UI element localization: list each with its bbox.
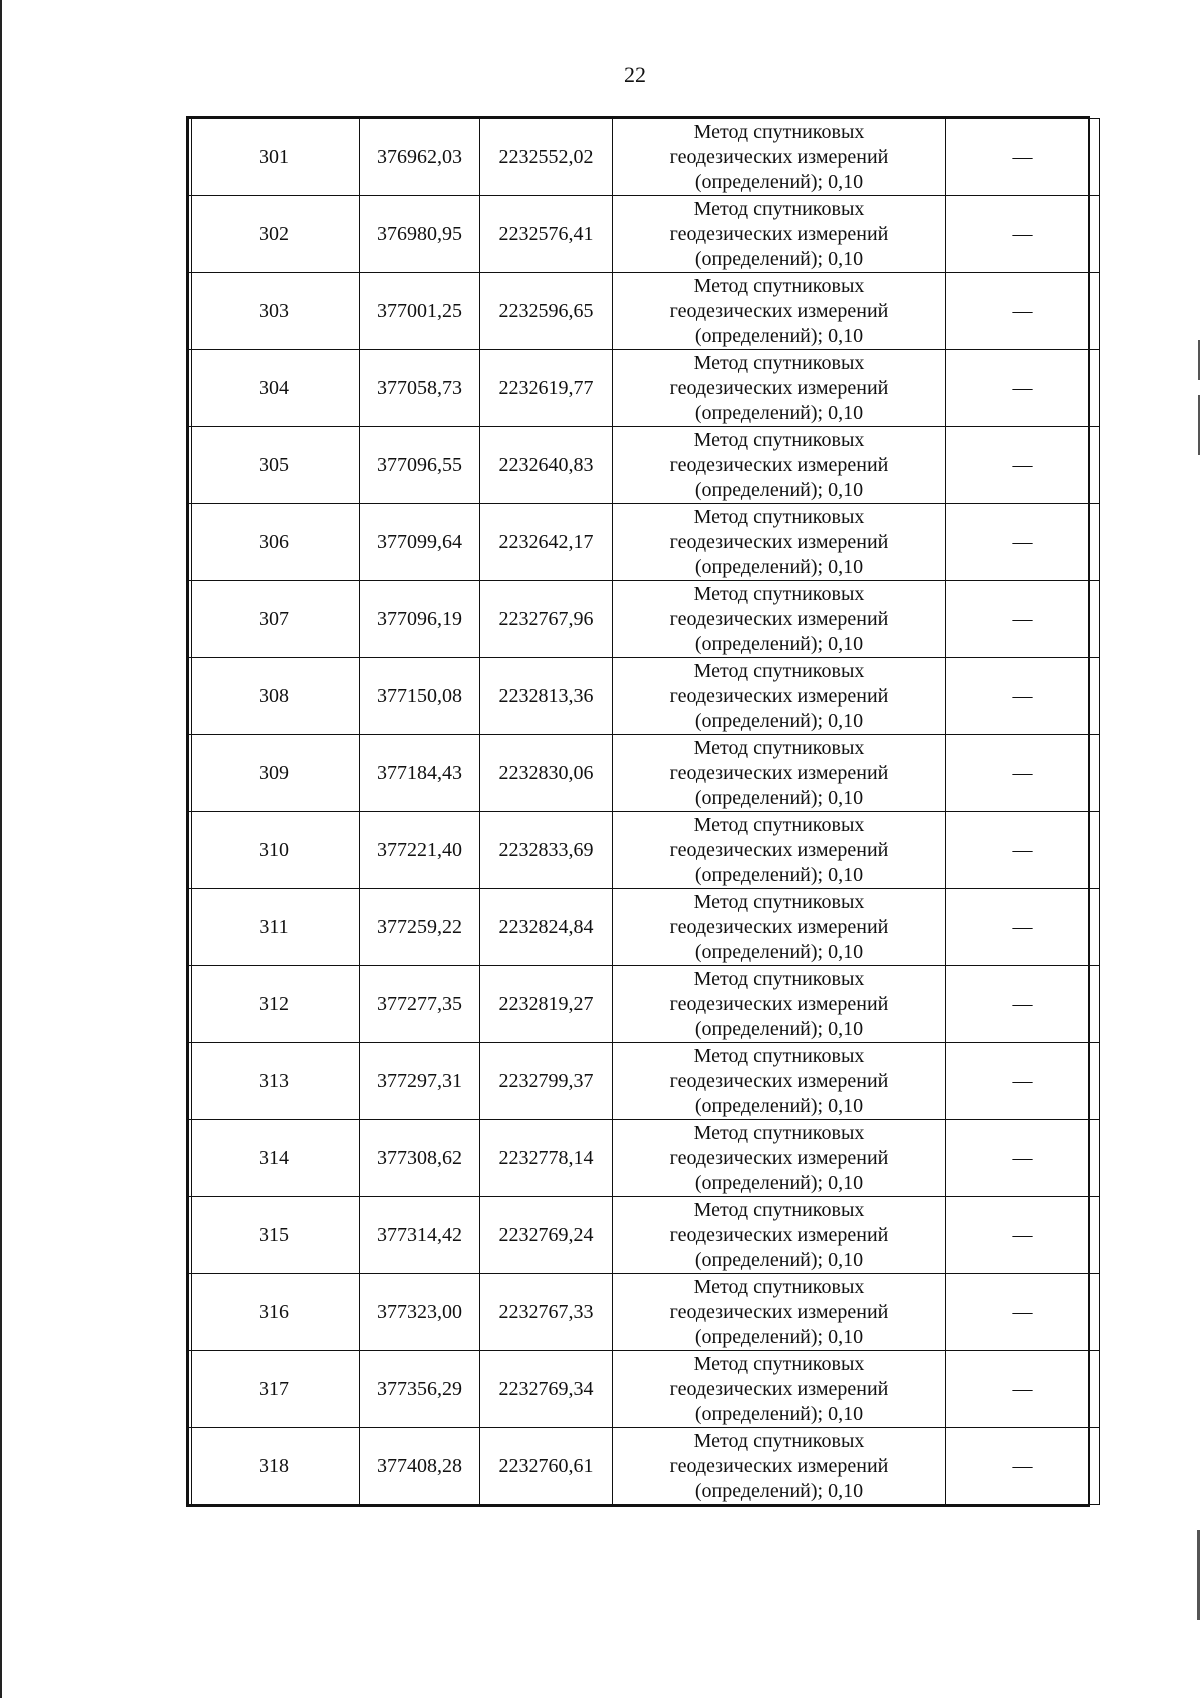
coordinate-x-cell: 377408,28 bbox=[360, 1428, 480, 1505]
method-text-line: Метод спутниковых bbox=[693, 736, 865, 759]
note-dash-cell: — bbox=[946, 966, 1100, 1043]
coordinate-x-cell: 376962,03 bbox=[360, 119, 480, 196]
coordinate-y-cell: 2232552,02 bbox=[480, 119, 613, 196]
coordinate-x-cell: 377058,73 bbox=[360, 350, 480, 427]
point-number-cell: 301 bbox=[189, 119, 360, 196]
method-text-line: Метод спутниковых bbox=[693, 197, 865, 220]
table-row bbox=[189, 1274, 1100, 1351]
coordinate-x-cell: 377096,19 bbox=[360, 581, 480, 658]
coordinate-x-cell: 376980,95 bbox=[360, 196, 480, 273]
point-number-cell: 316 bbox=[189, 1274, 360, 1351]
method-text-line: (определений); 0,10 bbox=[694, 555, 864, 578]
point-number-cell: 315 bbox=[189, 1197, 360, 1274]
method-text-line: Метод спутниковых bbox=[693, 1121, 865, 1144]
method-text-line: геодезических измерений bbox=[669, 838, 889, 861]
table-row bbox=[189, 581, 1100, 658]
method-text-line: (определений); 0,10 bbox=[694, 247, 864, 270]
point-number-cell: 308 bbox=[189, 658, 360, 735]
coordinate-y-cell: 2232819,27 bbox=[480, 966, 613, 1043]
page-number: 22 bbox=[624, 62, 646, 87]
coordinate-y-cell: 2232576,41 bbox=[480, 196, 613, 273]
method-text-line: геодезических измерений bbox=[669, 1069, 889, 1092]
table-row bbox=[189, 812, 1100, 889]
note-dash-cell: — bbox=[946, 735, 1100, 812]
coordinate-x-cell: 377308,62 bbox=[360, 1120, 480, 1197]
table-row bbox=[189, 735, 1100, 812]
coordinate-y-cell: 2232767,33 bbox=[480, 1274, 613, 1351]
method-text-line: (определений); 0,10 bbox=[694, 1479, 864, 1502]
point-number-cell: 303 bbox=[189, 273, 360, 350]
table-row bbox=[189, 1043, 1100, 1120]
coordinate-x-cell: 377297,31 bbox=[360, 1043, 480, 1120]
point-number-cell: 318 bbox=[189, 1428, 360, 1505]
coordinate-x-cell: 377277,35 bbox=[360, 966, 480, 1043]
coordinate-y-cell: 2232824,84 bbox=[480, 889, 613, 966]
coordinates-table-frame bbox=[186, 116, 1090, 1507]
note-dash-cell: — bbox=[946, 658, 1100, 735]
note-dash-cell: — bbox=[946, 1120, 1100, 1197]
method-text-line: (определений); 0,10 bbox=[694, 1325, 864, 1348]
note-dash-cell: — bbox=[946, 1428, 1100, 1505]
method-text-line: (определений); 0,10 bbox=[694, 1171, 864, 1194]
method-text-line: геодезических измерений bbox=[669, 376, 889, 399]
coordinate-y-cell: 2232596,65 bbox=[480, 273, 613, 350]
method-cell bbox=[613, 1428, 946, 1505]
method-text-line: геодезических измерений bbox=[669, 607, 889, 630]
coordinate-x-cell: 377150,08 bbox=[360, 658, 480, 735]
method-cell bbox=[613, 1120, 946, 1197]
method-text-line: Метод спутниковых bbox=[693, 1198, 865, 1221]
table-row bbox=[189, 966, 1100, 1043]
method-text-line: (определений); 0,10 bbox=[694, 1248, 864, 1271]
method-text-line: Метод спутниковых bbox=[693, 120, 865, 143]
method-cell bbox=[613, 735, 946, 812]
note-dash-cell: — bbox=[946, 350, 1100, 427]
coordinate-x-cell: 377323,00 bbox=[360, 1274, 480, 1351]
table-row bbox=[189, 1197, 1100, 1274]
method-cell bbox=[613, 1274, 946, 1351]
point-number-cell: 311 bbox=[189, 889, 360, 966]
coordinate-y-cell: 2232760,61 bbox=[480, 1428, 613, 1505]
point-number-cell: 306 bbox=[189, 504, 360, 581]
coordinate-x-cell: 377221,40 bbox=[360, 812, 480, 889]
table-row bbox=[189, 1351, 1100, 1428]
note-dash-cell: — bbox=[946, 273, 1100, 350]
point-number-cell: 317 bbox=[189, 1351, 360, 1428]
method-text-line: (определений); 0,10 bbox=[694, 786, 864, 809]
method-text-line: геодезических измерений bbox=[669, 453, 889, 476]
method-text-line: геодезических измерений bbox=[669, 145, 889, 168]
method-text-line: (определений); 0,10 bbox=[694, 1094, 864, 1117]
method-text-line: геодезических измерений bbox=[669, 1454, 889, 1477]
method-text-line: (определений); 0,10 bbox=[694, 1017, 864, 1040]
coordinate-y-cell: 2232767,96 bbox=[480, 581, 613, 658]
note-dash-cell: — bbox=[946, 1274, 1100, 1351]
method-text-line: Метод спутниковых bbox=[693, 1352, 865, 1375]
method-cell bbox=[613, 427, 946, 504]
coordinate-x-cell: 377356,29 bbox=[360, 1351, 480, 1428]
table-row bbox=[189, 273, 1100, 350]
method-text-line: Метод спутниковых bbox=[693, 582, 865, 605]
table-row bbox=[189, 196, 1100, 273]
coordinate-y-cell: 2232778,14 bbox=[480, 1120, 613, 1197]
coordinate-y-cell: 2232833,69 bbox=[480, 812, 613, 889]
coordinates-table bbox=[188, 118, 1100, 1505]
method-cell bbox=[613, 581, 946, 658]
point-number-cell: 314 bbox=[189, 1120, 360, 1197]
method-text-line: (определений); 0,10 bbox=[694, 324, 864, 347]
coordinate-y-cell: 2232813,36 bbox=[480, 658, 613, 735]
table-row bbox=[189, 427, 1100, 504]
note-dash-cell: — bbox=[946, 581, 1100, 658]
coordinate-x-cell: 377099,64 bbox=[360, 504, 480, 581]
method-text-line: Метод спутниковых bbox=[693, 428, 865, 451]
point-number-cell: 309 bbox=[189, 735, 360, 812]
scan-edge-left bbox=[0, 0, 2, 1698]
method-text-line: геодезических измерений bbox=[669, 222, 889, 245]
coordinate-y-cell: 2232769,34 bbox=[480, 1351, 613, 1428]
coordinate-y-cell: 2232830,06 bbox=[480, 735, 613, 812]
method-text-line: (определений); 0,10 bbox=[694, 940, 864, 963]
method-cell bbox=[613, 1351, 946, 1428]
method-text-line: Метод спутниковых bbox=[693, 1044, 865, 1067]
method-cell bbox=[613, 504, 946, 581]
note-dash-cell: — bbox=[946, 1197, 1100, 1274]
coordinate-x-cell: 377314,42 bbox=[360, 1197, 480, 1274]
method-text-line: (определений); 0,10 bbox=[694, 709, 864, 732]
point-number-cell: 304 bbox=[189, 350, 360, 427]
method-text-line: (определений); 0,10 bbox=[694, 478, 864, 501]
coordinate-y-cell: 2232769,24 bbox=[480, 1197, 613, 1274]
method-cell bbox=[613, 273, 946, 350]
method-cell bbox=[613, 350, 946, 427]
note-dash-cell: — bbox=[946, 1043, 1100, 1120]
coordinate-y-cell: 2232640,83 bbox=[480, 427, 613, 504]
method-text-line: (определений); 0,10 bbox=[694, 170, 864, 193]
coordinate-x-cell: 377184,43 bbox=[360, 735, 480, 812]
note-dash-cell: — bbox=[946, 196, 1100, 273]
method-text-line: геодезических измерений bbox=[669, 1223, 889, 1246]
coordinate-x-cell: 377096,55 bbox=[360, 427, 480, 504]
coordinate-x-cell: 377001,25 bbox=[360, 273, 480, 350]
point-number-cell: 307 bbox=[189, 581, 360, 658]
note-dash-cell: — bbox=[946, 427, 1100, 504]
point-number-cell: 312 bbox=[189, 966, 360, 1043]
point-number-cell: 310 bbox=[189, 812, 360, 889]
note-dash-cell: — bbox=[946, 504, 1100, 581]
method-text-line: Метод спутниковых bbox=[693, 351, 865, 374]
method-text-line: Метод спутниковых bbox=[693, 1429, 865, 1452]
note-dash-cell: — bbox=[946, 812, 1100, 889]
table-row bbox=[189, 658, 1100, 735]
method-text-line: Метод спутниковых bbox=[693, 890, 865, 913]
coordinate-y-cell: 2232799,37 bbox=[480, 1043, 613, 1120]
method-text-line: геодезических измерений bbox=[669, 992, 889, 1015]
method-text-line: геодезических измерений bbox=[669, 530, 889, 553]
method-cell bbox=[613, 1043, 946, 1120]
coordinate-y-cell: 2232619,77 bbox=[480, 350, 613, 427]
method-text-line: геодезических измерений bbox=[669, 1300, 889, 1323]
method-text-line: (определений); 0,10 bbox=[694, 863, 864, 886]
note-dash-cell: — bbox=[946, 1351, 1100, 1428]
method-text-line: Метод спутниковых bbox=[693, 505, 865, 528]
method-text-line: Метод спутниковых bbox=[693, 274, 865, 297]
method-text-line: Метод спутниковых bbox=[693, 1275, 865, 1298]
point-number-cell: 313 bbox=[189, 1043, 360, 1120]
table-row bbox=[189, 1428, 1100, 1505]
method-cell bbox=[613, 1197, 946, 1274]
method-text-line: геодезических измерений bbox=[669, 1146, 889, 1169]
method-text-line: геодезических измерений bbox=[669, 761, 889, 784]
method-cell bbox=[613, 812, 946, 889]
table-row bbox=[189, 350, 1100, 427]
table-row bbox=[189, 889, 1100, 966]
method-text-line: (определений); 0,10 bbox=[694, 632, 864, 655]
method-text-line: геодезических измерений bbox=[669, 1377, 889, 1400]
method-cell bbox=[613, 889, 946, 966]
table-row bbox=[189, 119, 1100, 196]
method-text-line: Метод спутниковых bbox=[693, 813, 865, 836]
note-dash-cell: — bbox=[946, 119, 1100, 196]
table-row bbox=[189, 1120, 1100, 1197]
coordinates-table-body bbox=[189, 119, 1100, 1505]
method-cell bbox=[613, 658, 946, 735]
method-text-line: Метод спутниковых bbox=[693, 659, 865, 682]
method-text-line: (определений); 0,10 bbox=[694, 1402, 864, 1425]
method-cell bbox=[613, 966, 946, 1043]
method-text-line: геодезических измерений bbox=[669, 915, 889, 938]
method-cell bbox=[613, 196, 946, 273]
point-number-cell: 305 bbox=[189, 427, 360, 504]
point-number-cell: 302 bbox=[189, 196, 360, 273]
method-text-line: Метод спутниковых bbox=[693, 967, 865, 990]
coordinate-x-cell: 377259,22 bbox=[360, 889, 480, 966]
table-row bbox=[189, 504, 1100, 581]
note-dash-cell: — bbox=[946, 889, 1100, 966]
method-cell bbox=[613, 119, 946, 196]
method-text-line: геодезических измерений bbox=[669, 684, 889, 707]
coordinate-y-cell: 2232642,17 bbox=[480, 504, 613, 581]
method-text-line: (определений); 0,10 bbox=[694, 401, 864, 424]
method-text-line: геодезических измерений bbox=[669, 299, 889, 322]
